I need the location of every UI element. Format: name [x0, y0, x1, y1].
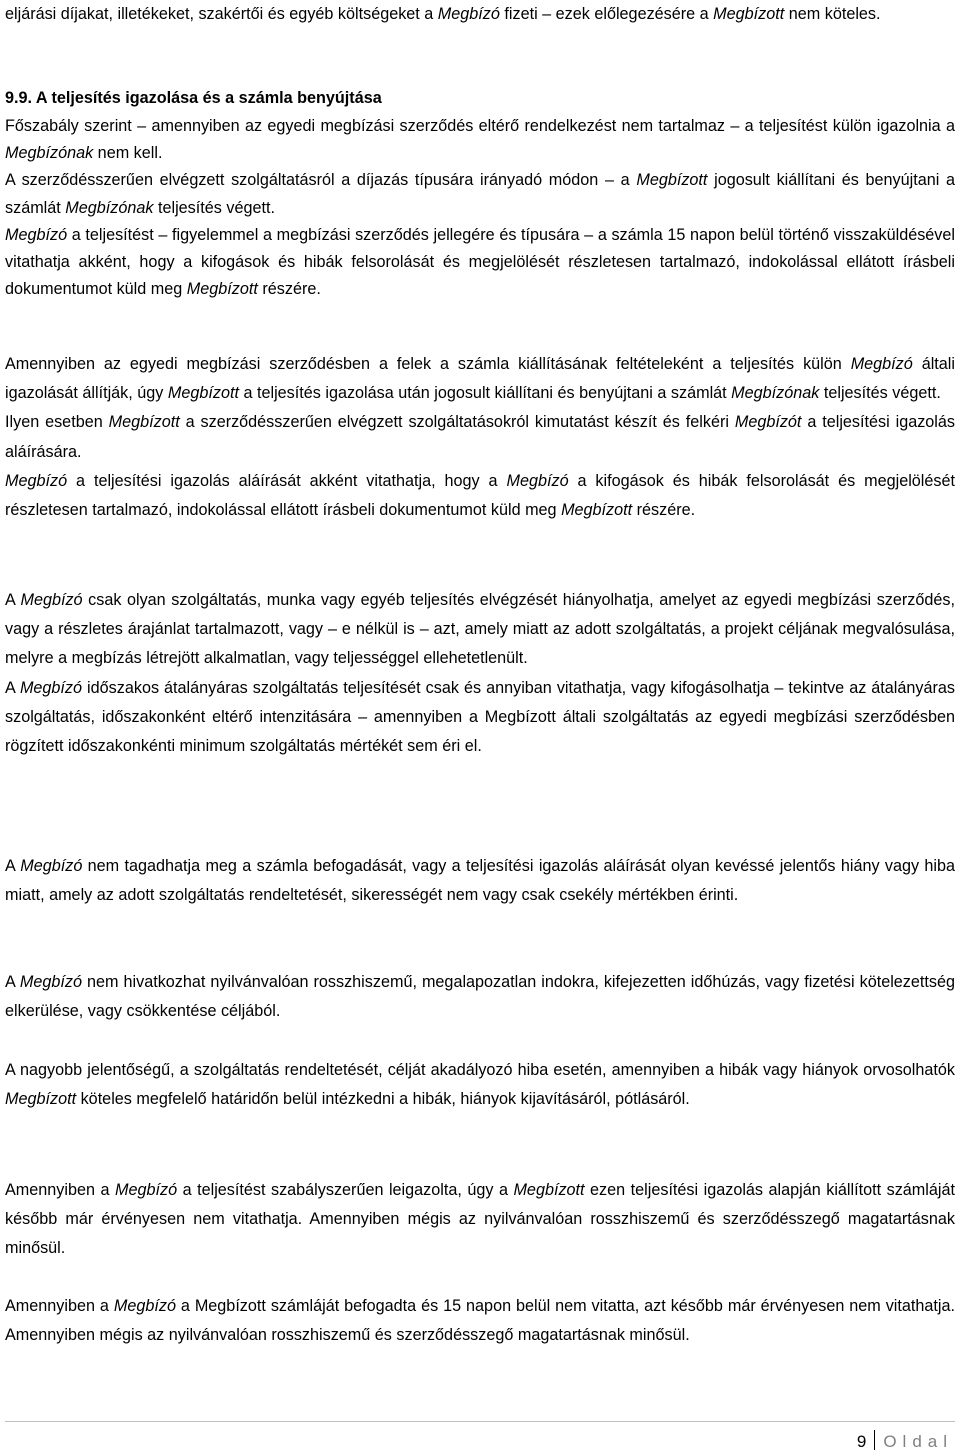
paragraph [5, 1056, 955, 1114]
party-term: Megbízó [113, 1297, 176, 1315]
page-label: Oldal [883, 1432, 953, 1451]
text-run: a teljesítést szabályszerűen leigazolta, úgy a [177, 1181, 514, 1199]
party-term: Megbízott [108, 413, 180, 432]
section-body-8 [5, 1292, 955, 1350]
section-body-6 [5, 1056, 955, 1114]
text-run: nem tagadhatja meg a számla befogadását, vagy a teljesítési igazolás aláírását olyan kevéssé jelentős hiány vagy hiba miatt, amely az adott szolgáltatás rendeltetését, sikerességét nem vagy csak csekély mértékben érinti. [5, 857, 956, 905]
party-term: Megbízott [561, 501, 633, 520]
text-run: Amennyiben a [5, 1181, 115, 1199]
party-term: Megbízót [734, 413, 802, 432]
party-term: Megbízó [115, 1181, 178, 1199]
text-run: részére. [632, 501, 696, 520]
text-run: nem kell. [93, 144, 163, 163]
text-run: A [5, 678, 20, 697]
party-term: Megbízó [20, 857, 83, 875]
party-term: Megbízó [19, 678, 83, 697]
text-run: A [5, 973, 20, 991]
text-run: Amennyiben a [5, 1297, 114, 1315]
footer-divider [5, 1421, 955, 1422]
paragraph [5, 0, 955, 29]
party-term: Megbízott [167, 384, 239, 403]
party-term: Megbízónak [5, 144, 94, 163]
section-body-2 [5, 350, 955, 525]
party-term: Megbízott [5, 1090, 77, 1109]
paragraph [5, 408, 955, 466]
party-term: Megbízó [850, 355, 913, 373]
party-term: Megbízónak [731, 384, 820, 403]
text-run: köteles megfelelő határidőn belül intézkedni a hibák, hiányok kijavításáról, pótlásáról. [76, 1090, 690, 1109]
page-number: 9 [856, 1432, 867, 1451]
text-run: nem hivatkozhat nyilvánvalóan rosszhiszemű, megalapozatlan indokra, kifejezetten időhúzás, vagy fizetési kötelezettség elkerülése, vagy csökkentése céljából. [5, 973, 955, 1021]
paragraph [5, 1176, 955, 1264]
text-run: a teljesítési igazolás aláírását akként vitathatja, hogy a [67, 471, 507, 490]
paragraph [5, 167, 955, 221]
party-term: Megbízónak [65, 198, 154, 217]
text-run: A szerződésszerűen elvégzett szolgáltatásról a díjazás típusára irányadó módon – a [5, 171, 637, 190]
text-run: teljesítés végett. [153, 198, 275, 217]
party-term: Megbízott [713, 5, 785, 23]
paragraph [5, 674, 955, 762]
text-run: nem köteles. [784, 5, 881, 23]
section-body-5 [5, 968, 955, 1026]
party-term: Megbízó [437, 5, 500, 23]
party-term: Megbízott [186, 280, 258, 299]
text-run: Ilyen esetben [5, 413, 109, 432]
text-run: a teljesítés igazolása után jogosult kiállítani és benyújtani a számlát [238, 384, 732, 403]
paragraph [5, 467, 955, 525]
text-run: A nagyobb jelentőségű, a szolgáltatás rendeltetését, célját akadályozó hiba esetén, amennyiben a hibák vagy hiányok orvosolhatók [5, 1061, 955, 1079]
text-run: ezen teljesítési igazolás alapján kiállított számláját később már érvényesen nem vitathatja. Amennyiben mégis az nyilvánvalóan rosszhiszemű és szerződésszegő magatartásnak minősül. [5, 1181, 955, 1258]
text-run: a teljesítési igazolás aláírására. [5, 413, 956, 461]
footer-separator [874, 1430, 875, 1450]
party-term: Megbízott [513, 1181, 585, 1199]
text-run: fizeti – ezek előlegezésére a [499, 5, 714, 23]
section-heading: 9.9. A teljesítés igazolása és a számla benyújtása [5, 89, 382, 107]
text-run: csak olyan szolgáltatás, munka vagy egyéb teljesítés elvégzését hiányolhatja, amelyet az egyedi megbízási szerződés, vagy a részletes árajánlat tartalmazott, vagy – e nélkül is – azt, amely miatt az adott szolgáltatás, a projekt céljának megvalósulása, melyre a megbízás létrejött alkalmatlan, vagy teljességgel ellehetetlenült. [5, 591, 955, 668]
paragraph [5, 1292, 955, 1350]
party-term: Megbízó [19, 973, 83, 991]
text-run: a teljesítést – figyelemmel a megbízási szerződés jellegére és típusára – a számla 15 napon belül történő visszaküldésével vitathatja akként, hogy a kifogások és hibák felsorolását és megjelölését részletesen tartalmazó, indokolással ellátott írásbeli dokumentumot küld meg [5, 225, 955, 299]
text-run: részére. [257, 280, 321, 299]
text-run: A [5, 857, 21, 875]
text-run: A [5, 591, 21, 609]
text-run: általi igazolását állítják, úgy [5, 355, 955, 403]
paragraph [5, 586, 955, 674]
text-run: Amennyiben az egyedi megbízási szerződésben a felek a számla kiállításának feltételeként a teljesítés külön [5, 355, 851, 373]
party-term: Megbízott [636, 171, 708, 190]
text-run: a kifogások és hibák felsorolását és megjelölését részletesen tartalmazó, indokolással ellátott írásbeli dokumentumot küld meg [5, 471, 956, 520]
paragraph [5, 968, 955, 1026]
paragraph-continuation [5, 0, 955, 29]
paragraph [5, 222, 955, 304]
text-run: jogosult kiállítani és benyújtani a számlát [5, 171, 955, 217]
text-run: időszakos átalányáras szolgáltatás teljesítését csak és annyiban vitathatja, vagy kifogásolhatja – tekintve az átalányáras szolgáltatás, időszakonként eltérő intenzitására – amennyiben a Megbízott általi szolgáltatás az egyedi megbízási szerződésben rögzített időszakonkénti minimum szolgáltatás mértékét sem éri el. [5, 678, 955, 756]
section-body-4 [5, 852, 955, 910]
paragraph [5, 113, 955, 167]
text-run: a Megbízott számláját befogadta és 15 napon belül nem vitatta, azt később már érvényesen nem vitathatja. Amennyiben mégis az nyilvánvalóan rosszhiszemű és szerződésszegő magatartásnak minősül. [5, 1297, 955, 1345]
party-term: Megbízó [5, 471, 68, 490]
text-run: teljesítés végett. [819, 384, 941, 403]
text-run: Főszabály szerint – amennyiben az egyedi megbízási szerződés eltérő rendelkezést nem tartalmaz – a teljesítést külön igazolnia a [5, 117, 955, 135]
section-body-1 [5, 113, 955, 303]
section-body-3 [5, 586, 955, 761]
section-body-7 [5, 1176, 955, 1264]
party-term: Megbízó [506, 471, 569, 490]
text-run: eljárási díjakat, illetékeket, szakértői és egyéb költségeket a [5, 5, 438, 23]
paragraph [5, 350, 955, 408]
party-term: Megbízó [5, 225, 68, 244]
text-run: a szerződésszerűen elvégzett szolgáltatásokról kimutatást készít és felkéri [179, 413, 735, 432]
page-footer [857, 1428, 953, 1456]
paragraph [5, 852, 955, 910]
party-term: Megbízó [20, 591, 83, 609]
